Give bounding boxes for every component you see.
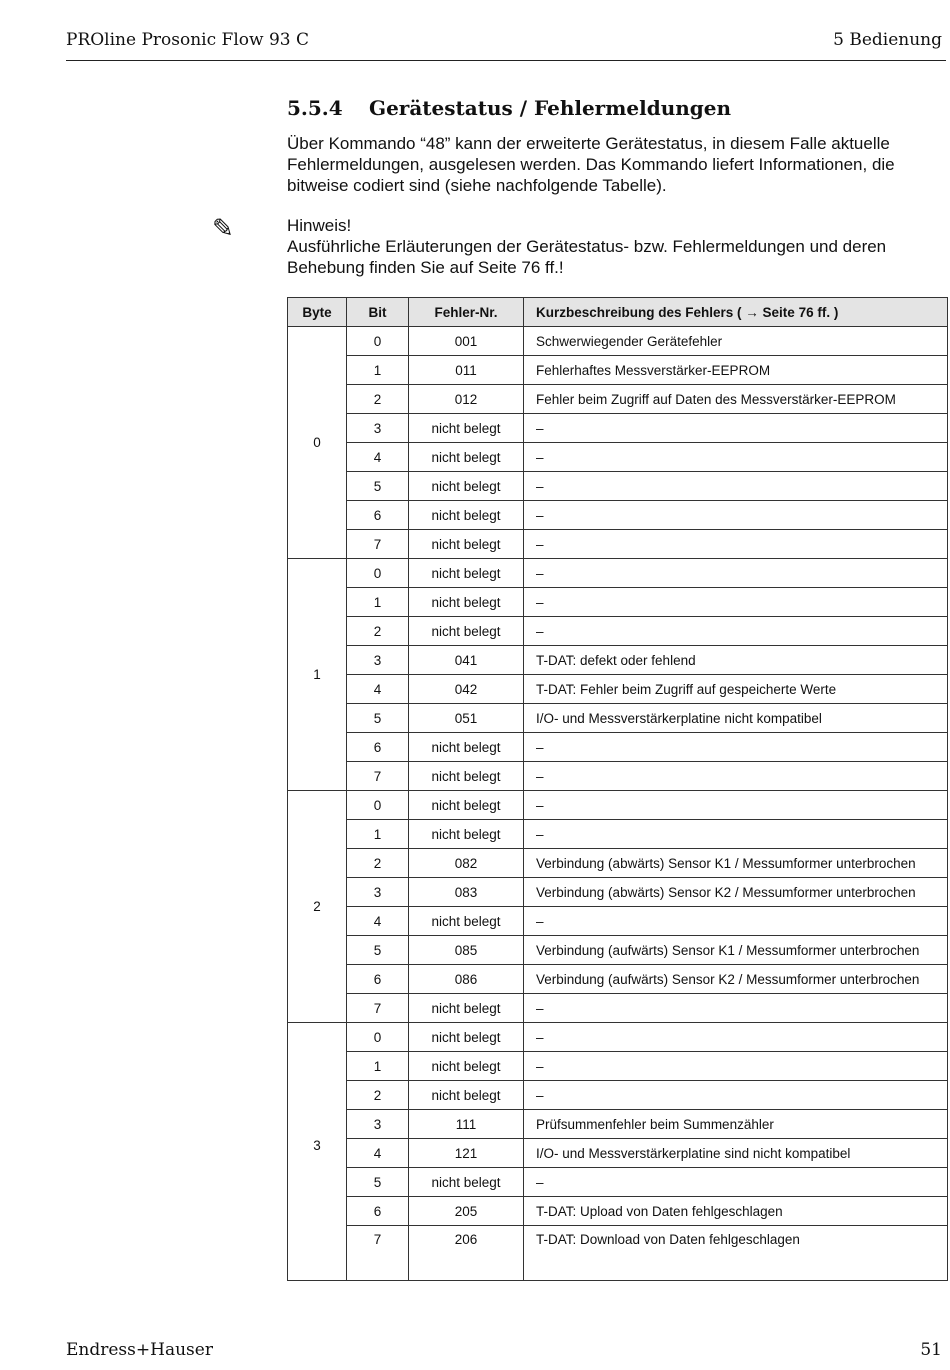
error-number-cell: nicht belegt	[409, 994, 524, 1023]
bit-cell: 2	[347, 1081, 409, 1110]
description-cell: I/O- und Messverstärkerplatine nicht kompatibel	[524, 704, 948, 733]
bit-cell: 4	[347, 675, 409, 704]
table-row	[288, 965, 948, 994]
section-title	[287, 96, 731, 120]
header-description: Kurzbeschreibung des Fehlers ( → Seite 76 ff. )	[524, 298, 948, 327]
error-number-cell: nicht belegt	[409, 820, 524, 849]
header-rule	[66, 60, 946, 61]
table-row	[288, 530, 948, 559]
bit-cell: 6	[347, 733, 409, 762]
error-number-cell: nicht belegt	[409, 791, 524, 820]
error-number-cell: nicht belegt	[409, 1081, 524, 1110]
description-cell: –	[524, 791, 948, 820]
section-number: 5.5.4	[287, 96, 343, 120]
description-cell: T-DAT: Download von Daten fehlgeschlagen	[524, 1226, 948, 1281]
table-row	[288, 385, 948, 414]
table-row	[288, 1110, 948, 1139]
error-number-cell: 205	[409, 1197, 524, 1226]
table-row	[288, 1226, 948, 1281]
note-title: Hinweis!	[287, 216, 352, 235]
error-number-cell: nicht belegt	[409, 559, 524, 588]
bit-cell: 0	[347, 559, 409, 588]
byte-cell: 0	[288, 327, 347, 559]
table-row	[288, 820, 948, 849]
bit-cell: 7	[347, 762, 409, 791]
error-number-cell: 011	[409, 356, 524, 385]
error-number-cell: nicht belegt	[409, 443, 524, 472]
table-row	[288, 1081, 948, 1110]
table-row	[288, 907, 948, 936]
error-number-cell: 082	[409, 849, 524, 878]
description-cell: Schwerwiegender Gerätefehler	[524, 327, 948, 356]
description-cell: –	[524, 762, 948, 791]
description-cell: –	[524, 907, 948, 936]
bit-cell: 6	[347, 501, 409, 530]
bit-cell: 3	[347, 414, 409, 443]
error-number-cell: 206	[409, 1226, 524, 1281]
header-product-name: PROline Prosonic Flow 93 C	[66, 30, 309, 50]
table-row	[288, 791, 948, 820]
table-row	[288, 994, 948, 1023]
bit-cell: 5	[347, 704, 409, 733]
description-cell: Verbindung (aufwärts) Sensor K1 / Messumformer unterbrochen	[524, 936, 948, 965]
description-cell: –	[524, 443, 948, 472]
table-row	[288, 327, 948, 356]
error-number-cell: nicht belegt	[409, 414, 524, 443]
bit-cell: 3	[347, 878, 409, 907]
error-number-cell: 121	[409, 1139, 524, 1168]
description-cell: –	[524, 994, 948, 1023]
table-row	[288, 733, 948, 762]
bit-cell: 4	[347, 907, 409, 936]
error-number-cell: nicht belegt	[409, 1168, 524, 1197]
header-error-number: Fehler-Nr.	[409, 298, 524, 327]
note-text: Ausführliche Erläuterungen der Gerätestatus- bzw. Fehlermeldungen und deren Behebung finden Sie auf Seite 76 ff.!	[287, 237, 887, 277]
bit-cell: 5	[347, 936, 409, 965]
error-number-cell: nicht belegt	[409, 530, 524, 559]
section-title-text: Gerätestatus / Fehlermeldungen	[369, 96, 732, 120]
table-row	[288, 1052, 948, 1081]
error-number-cell: nicht belegt	[409, 472, 524, 501]
description-cell: Prüfsummenfehler beim Summenzähler	[524, 1110, 948, 1139]
bit-cell: 5	[347, 472, 409, 501]
description-cell: –	[524, 501, 948, 530]
description-cell: –	[524, 414, 948, 443]
byte-cell: 3	[288, 1023, 347, 1281]
error-number-cell: 041	[409, 646, 524, 675]
bit-cell: 1	[347, 356, 409, 385]
bit-cell: 0	[347, 791, 409, 820]
byte-cell: 1	[288, 559, 347, 791]
description-cell: T-DAT: Upload von Daten fehlgeschlagen	[524, 1197, 948, 1226]
error-number-cell: 086	[409, 965, 524, 994]
bit-cell: 7	[347, 994, 409, 1023]
description-cell: Verbindung (abwärts) Sensor K2 / Messumformer unterbrochen	[524, 878, 948, 907]
error-number-cell: nicht belegt	[409, 617, 524, 646]
table-row	[288, 1023, 948, 1052]
bit-cell: 7	[347, 1226, 409, 1281]
note-block	[287, 215, 927, 278]
table-row	[288, 501, 948, 530]
bit-cell: 3	[347, 1110, 409, 1139]
header-chapter: 5 Bedienung	[833, 30, 942, 50]
table-row	[288, 936, 948, 965]
error-number-cell: nicht belegt	[409, 907, 524, 936]
table-row	[288, 356, 948, 385]
error-number-cell: 012	[409, 385, 524, 414]
error-number-cell: nicht belegt	[409, 501, 524, 530]
error-number-cell: nicht belegt	[409, 1052, 524, 1081]
description-cell: –	[524, 617, 948, 646]
description-cell: –	[524, 1081, 948, 1110]
error-number-cell: 042	[409, 675, 524, 704]
table-header-row	[288, 298, 948, 327]
bit-cell: 3	[347, 646, 409, 675]
table-row	[288, 588, 948, 617]
intro-paragraph: Über Kommando “48” kann der erweiterte Gerätestatus, in diesem Falle aktuelle Fehlermeldungen, ausgelesen werden. Das Kommando liefert Informationen, die bitweise codiert sind (siehe nachfolgende Tabelle).	[287, 134, 895, 195]
table-row	[288, 675, 948, 704]
description-cell: Fehler beim Zugriff auf Daten des Messverstärker-EEPROM	[524, 385, 948, 414]
bit-cell: 6	[347, 965, 409, 994]
description-cell: –	[524, 1023, 948, 1052]
bit-cell: 5	[347, 1168, 409, 1197]
pencil-icon: ✎	[212, 214, 234, 244]
description-cell: –	[524, 588, 948, 617]
table-row	[288, 1168, 948, 1197]
header-byte: Byte	[288, 298, 347, 327]
bit-cell: 1	[347, 1052, 409, 1081]
bit-cell: 1	[347, 820, 409, 849]
table-row	[288, 646, 948, 675]
bit-cell: 0	[347, 1023, 409, 1052]
error-number-cell: nicht belegt	[409, 733, 524, 762]
table-row	[288, 1139, 948, 1168]
table-row	[288, 472, 948, 501]
table-row	[288, 849, 948, 878]
table-row	[288, 414, 948, 443]
bit-cell: 7	[347, 530, 409, 559]
table-row	[288, 878, 948, 907]
error-number-cell: 085	[409, 936, 524, 965]
bit-cell: 6	[347, 1197, 409, 1226]
bit-cell: 4	[347, 1139, 409, 1168]
error-number-cell: 051	[409, 704, 524, 733]
page-number: 51	[920, 1340, 942, 1360]
table-row	[288, 617, 948, 646]
header-bit: Bit	[347, 298, 409, 327]
bit-cell: 1	[347, 588, 409, 617]
error-number-cell: nicht belegt	[409, 588, 524, 617]
description-cell: –	[524, 530, 948, 559]
description-cell: –	[524, 1168, 948, 1197]
table-row	[288, 559, 948, 588]
description-cell: I/O- und Messverstärkerplatine sind nicht kompatibel	[524, 1139, 948, 1168]
error-number-cell: nicht belegt	[409, 1023, 524, 1052]
bit-cell: 0	[347, 327, 409, 356]
table-body	[288, 327, 948, 1281]
error-number-cell: 001	[409, 327, 524, 356]
error-table	[287, 297, 948, 1281]
description-cell: –	[524, 472, 948, 501]
byte-cell: 2	[288, 791, 347, 1023]
description-cell: T-DAT: Fehler beim Zugriff auf gespeicherte Werte	[524, 675, 948, 704]
error-number-cell: 083	[409, 878, 524, 907]
description-cell: Verbindung (aufwärts) Sensor K2 / Messumformer unterbrochen	[524, 965, 948, 994]
bit-cell: 2	[347, 385, 409, 414]
description-cell: –	[524, 559, 948, 588]
table-row	[288, 1197, 948, 1226]
error-number-cell: 111	[409, 1110, 524, 1139]
table-row	[288, 762, 948, 791]
description-cell: T-DAT: defekt oder fehlend	[524, 646, 948, 675]
table-row	[288, 704, 948, 733]
description-cell: –	[524, 1052, 948, 1081]
bit-cell: 2	[347, 617, 409, 646]
footer-brand: Endress+Hauser	[66, 1340, 213, 1360]
description-cell: –	[524, 820, 948, 849]
description-cell: –	[524, 733, 948, 762]
table-row	[288, 443, 948, 472]
bit-cell: 2	[347, 849, 409, 878]
description-cell: Verbindung (abwärts) Sensor K1 / Messumformer unterbrochen	[524, 849, 948, 878]
description-cell: Fehlerhaftes Messverstärker-EEPROM	[524, 356, 948, 385]
error-number-cell: nicht belegt	[409, 762, 524, 791]
bit-cell: 4	[347, 443, 409, 472]
